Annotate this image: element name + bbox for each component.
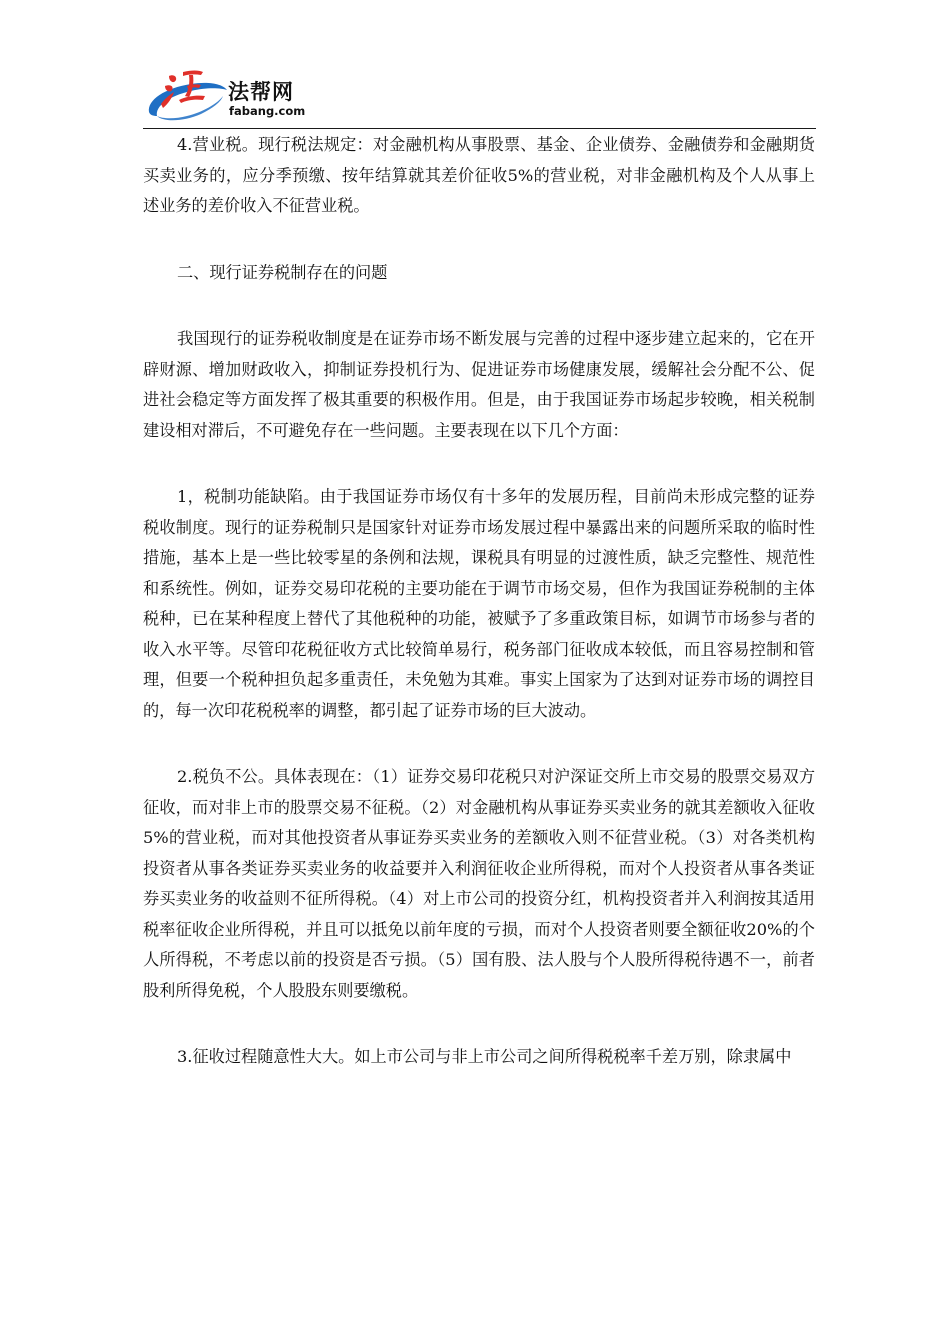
- fabang-logo-icon: [143, 62, 229, 126]
- site-logo[interactable]: [143, 62, 313, 126]
- paragraph-business-tax: 4.营业税。现行税法规定：对金融机构从事股票、基金、企业债券、金融债券和金融期货买卖业务的，应分季预缴、按年结算就其差价征收5%的营业税，对非金融机构及个人从事上述业务的差价收入不征营业税。: [143, 135, 815, 215]
- paragraph-unfair-burden: 2.税负不公。具体表现在：（1）证券交易印花税只对沪深证交所上市交易的股票交易双方征收，而对非上市的股票交易不征税。（2）对金融机构从事证券买卖业务的就其差额收入征收5%的营业税，而对其他投资者从事证券买卖业务的差额收入则不征营业税。（3）对各类机构投资者从事各类证券买卖业务的收益要并入利润征收企业所得税，而对个人投资者从事各类证券买卖业务的收益则不征所得税。（4）对上市公司的投资分红，机构投资者并入利润按其适用税率征收企业所得税，并且可以抵免以前年度的亏损，而对个人投资者则要全额征收20%的个人所得税，不考虑以前的投资是否亏损。（5）国有股、法人股与个人股所得税待遇不一，前者股利所得免税，个人股股东则要缴税。: [143, 767, 815, 1000]
- logo-domain: fabang.com: [229, 104, 306, 118]
- document-body: [143, 128, 815, 1073]
- paragraph-intro: 我国现行的证券税收制度是在证券市场不断发展与完善的过程中逐步建立起来的，它在开辟财源、增加财政收入，抑制证券投机行为、促进证券市场健康发展，缓解社会分配不公、促进社会稳定等方面发挥了极其重要的积极作用。但是，由于我国证券市场起步较晚，相关税制建设相对滞后，不可避免存在一些问题。主要表现在以下几个方面：: [143, 329, 815, 440]
- paragraph-function-defect: 1，税制功能缺陷。由于我国证券市场仅有十多年的发展历程，目前尚未形成完整的证券税收制度。现行的证券税制只是国家针对证券市场发展过程中暴露出来的问题所采取的临时性措施，基本上是一些比较零星的条例和法规，课税具有明显的过渡性质，缺乏完整性、规范性和系统性。例如，证券交易印花税的主要功能在于调节市场交易，但作为我国证券税制的主体税种，已在某种程度上替代了其他税种的功能，被赋予了多重政策目标，如调节市场参与者的收入水平等。尽管印花税征收方式比较简单易行，税务部门征收成本较低，而且容易控制和管理，但要一个税种担负起多重责任，未免勉为其难。事实上国家为了达到对证券市场的调控目的，每一次印花税税率的调整，都引起了证券市场的巨大波动。: [143, 487, 815, 720]
- section-heading-problems: 二、现行证券税制存在的问题: [177, 262, 388, 282]
- logo-name: 法帮网: [228, 80, 294, 104]
- page-header: [143, 62, 816, 128]
- paragraph-collection-arbitrariness: 3.征收过程随意性大大。如上市公司与非上市公司之间所得税税率千差万别，除隶属中: [177, 1047, 792, 1066]
